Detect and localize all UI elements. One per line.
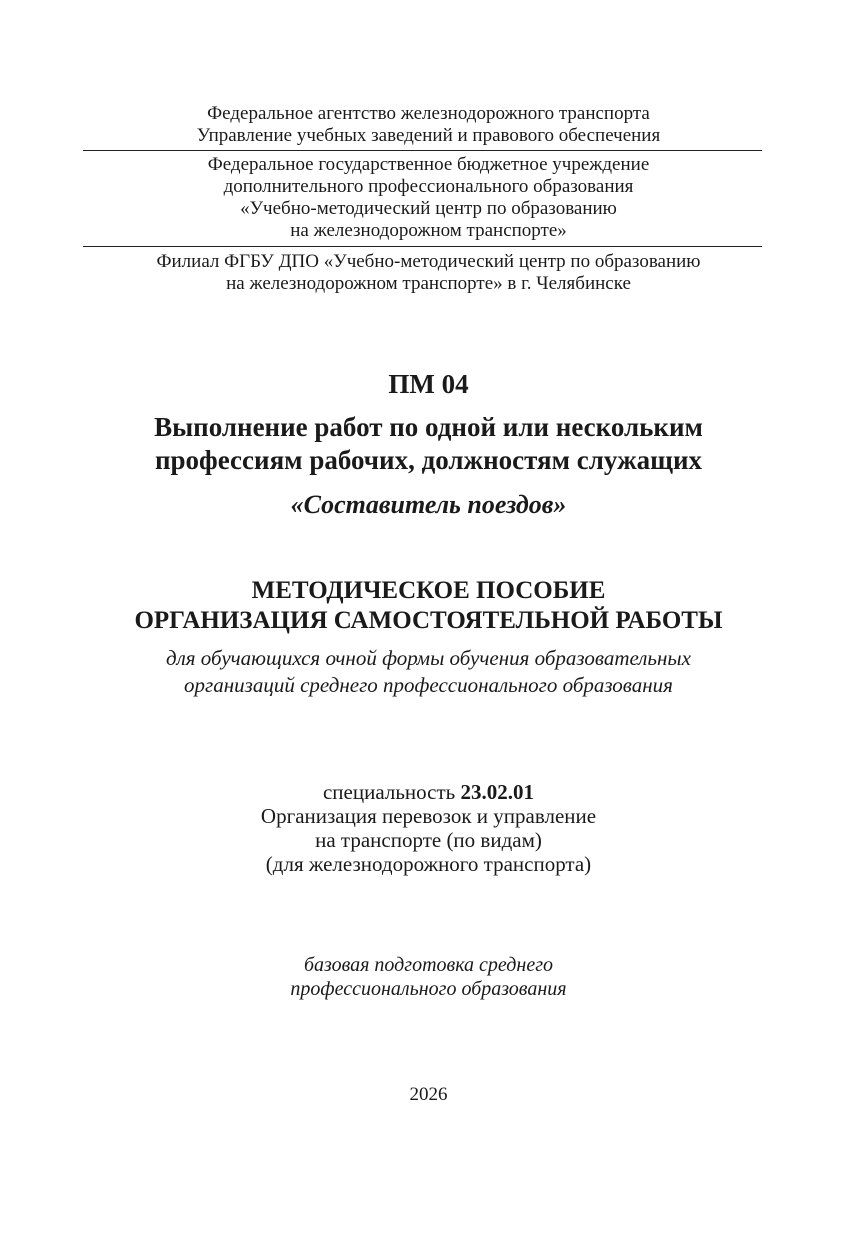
training-level-line: базовая подготовка среднего [303, 954, 554, 976]
module-code: ПМ 04 [388, 369, 469, 399]
specialty-name-line: Организация перевозок и управление [260, 804, 597, 828]
specialty-name-line: (для железнодорожного транспорта) [265, 852, 592, 876]
agency-block [0, 103, 857, 147]
specialty-label-line [0, 780, 857, 804]
agency-line: Федеральное агентство железнодорожного транспорта [207, 103, 650, 124]
profession-title: «Составитель поездов» [290, 490, 567, 519]
agency-line: Управление учебных заведений и правового обеспечения [196, 125, 661, 146]
training-level-line: профессионального образования [290, 978, 567, 1000]
institution-line: на железнодорожном транспорте» [290, 220, 567, 241]
document-type-line: МЕТОДИЧЕСКОЕ ПОСОБИЕ [251, 577, 606, 604]
specialty-label: специальность [322, 780, 456, 804]
branch-line: Филиал ФГБУ ДПО «Учебно-методический центр по образованию [156, 251, 701, 272]
header-divider [83, 150, 762, 151]
institution-block [0, 154, 857, 242]
audience-line: организаций среднего профессионального образования [184, 673, 673, 697]
specialty-code: 23.02.01 [460, 780, 534, 804]
document-type [0, 576, 857, 636]
branch-block [0, 251, 857, 295]
module-title-line: профессиям рабочих, должностям служащих [154, 445, 702, 475]
publication-year: 2026 [409, 1084, 448, 1105]
audience-description [0, 645, 857, 699]
specialty-name-line: на транспорте (по видам) [315, 828, 542, 852]
training-level [0, 953, 857, 1001]
branch-line: на железнодорожном транспорте» в г. Челябинске [226, 273, 631, 294]
header-divider [83, 246, 762, 247]
institution-line: Федеральное государственное бюджетное учреждение [207, 154, 650, 175]
institution-line: дополнительного профессионального образования [223, 176, 634, 197]
audience-line: для обучающихся очной формы обучения образовательных [166, 646, 691, 670]
module-title [0, 411, 857, 477]
module-title-line: Выполнение работ по одной или нескольким [154, 412, 703, 442]
institution-line: «Учебно-методический центр по образованию [240, 198, 617, 219]
document-type-line: ОРГАНИЗАЦИЯ САМОСТОЯТЕЛЬНОЙ РАБОТЫ [134, 607, 723, 634]
specialty-block [0, 780, 857, 876]
